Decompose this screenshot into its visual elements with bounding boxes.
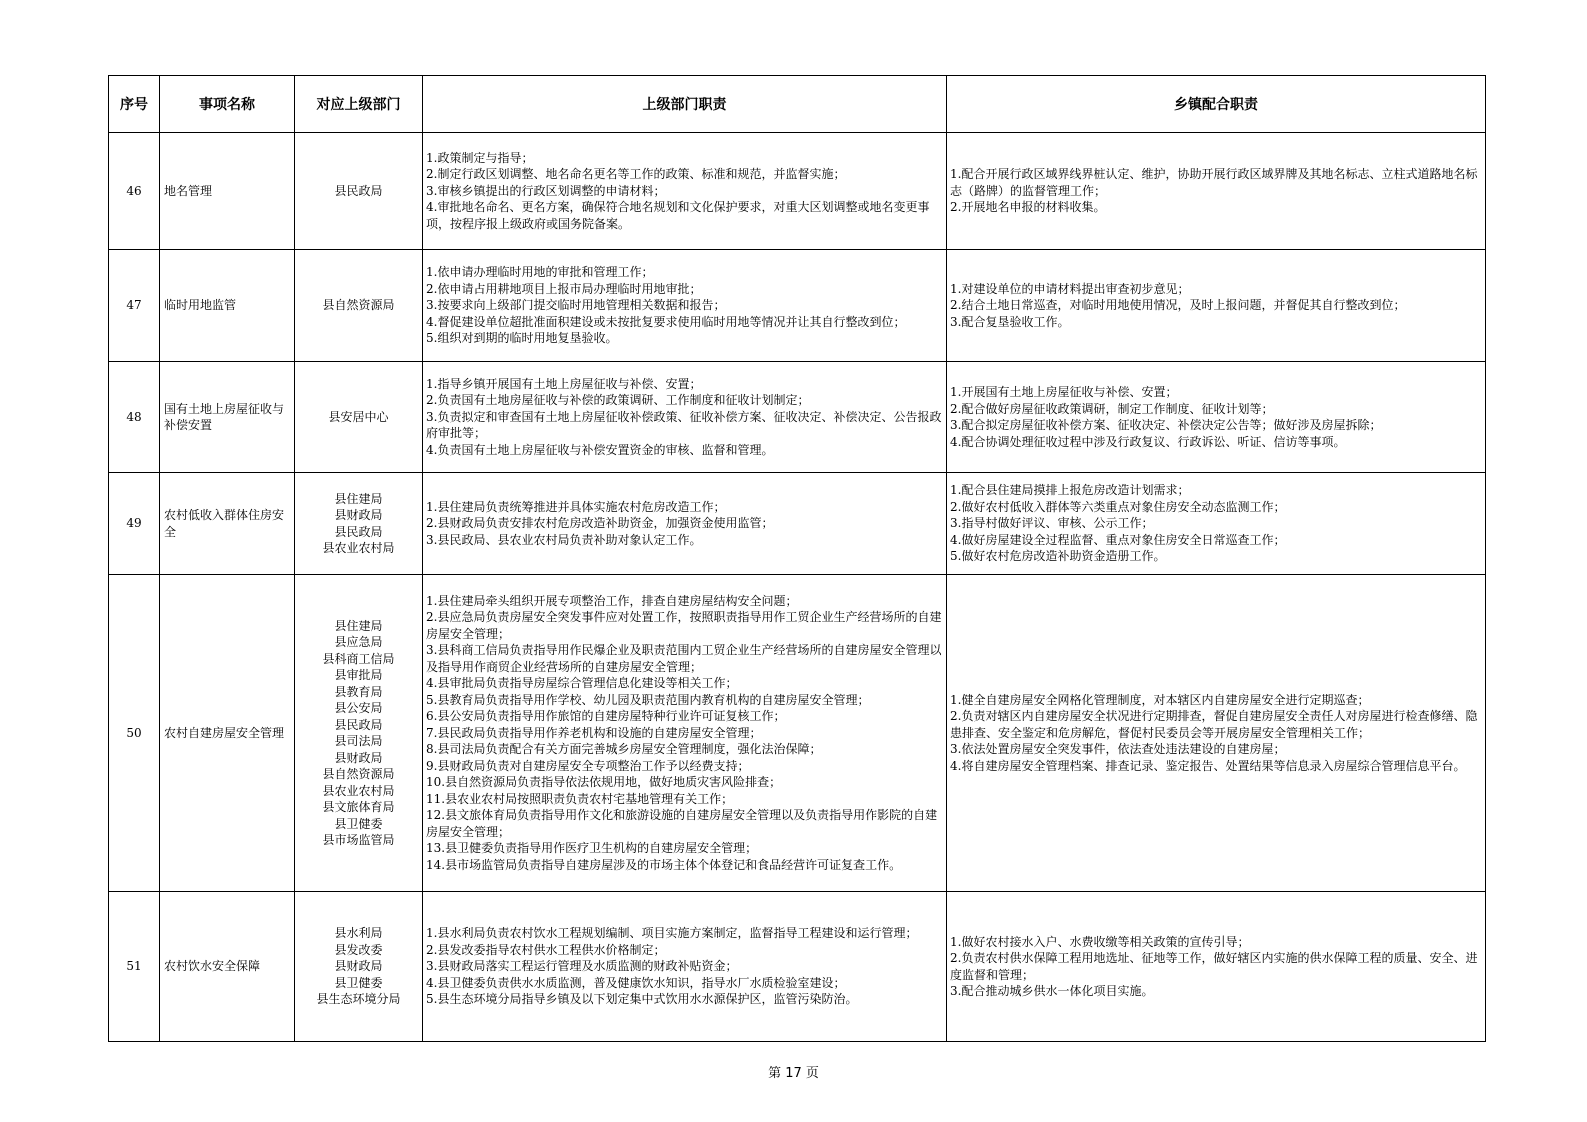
page-value: 17 xyxy=(785,1066,802,1081)
row-town-duty xyxy=(947,892,1486,1042)
dept-name: 县生态环境分局 xyxy=(316,992,401,1007)
duty-item: 4.县审批局负责指导房屋综合管理信息化建设等相关工作； xyxy=(426,676,738,691)
dept-name: 县公安局 xyxy=(334,701,383,715)
duty-item: 4.督促建设单位超批准面积建设或未按批复要求使用临时用地等情况并让其自行整改到位； xyxy=(426,314,906,329)
responsibility-table xyxy=(108,75,1486,1042)
row-item-name: 地名管理 xyxy=(160,133,295,250)
duty-item: 3.配合复垦验收工作。 xyxy=(950,314,1070,329)
table-row xyxy=(109,473,1486,575)
duty-item: 3.县民政局、县农业农村局负责补助对象认定工作。 xyxy=(426,532,702,547)
row-seq: 50 xyxy=(109,575,160,892)
row-upper-depts xyxy=(295,133,423,250)
header-upper-dept: 对应上级部门 xyxy=(295,76,423,133)
duty-item: 3.县科商工信局负责指导用作民爆企业及职责范围内工贸企业生产经营场所的自建房屋安全管理以及指导用作商贸企业经营场所的自建房屋安全管理； xyxy=(426,643,942,674)
duty-item: 11.县农业农村局按照职责负责农村宅基地管理有关工作； xyxy=(426,791,734,806)
dept-name: 县审批局 xyxy=(334,668,383,682)
dept-name: 县自然资源局 xyxy=(322,298,395,313)
dept-name: 县水利局 xyxy=(334,926,383,941)
row-item-name: 临时用地监管 xyxy=(160,250,295,362)
duty-item: 6.县公安局负责指导用作旅馆的自建房屋特种行业许可证复核工作； xyxy=(426,709,786,724)
dept-name: 县民政局 xyxy=(334,183,383,198)
duty-item: 14.县市场监管局负责指导自建房屋涉及的市场主体个体登记和食品经营许可证复查工作。 xyxy=(426,857,902,872)
dept-name: 县农业农村局 xyxy=(322,541,395,555)
duty-item: 1.健全自建房屋安全网格化管理制度，对本辖区内自建房屋安全进行定期巡查； xyxy=(950,692,1370,707)
row-upper-duty xyxy=(423,473,947,575)
dept-name: 县应急局 xyxy=(334,635,383,649)
dept-name: 县文旅体育局 xyxy=(322,800,395,814)
header-item-name: 事项名称 xyxy=(160,76,295,133)
dept-name: 县司法局 xyxy=(334,734,383,748)
duty-item: 3.配合拟定房屋征收补偿方案、征收决定、补偿决定公告等；做好涉及房屋拆除； xyxy=(950,418,1382,432)
duty-item: 2.配合做好房屋征收政策调研，制定工作制度、征收计划等； xyxy=(950,401,1274,416)
duty-item: 1.政策制定与指导； xyxy=(426,150,534,165)
duty-item: 4.审批地名命名、更名方案，确保符合地名规划和文化保护要求，对重大区划调整或地名变更事项，按程序报上级政府或国务院备案。 xyxy=(426,200,930,231)
row-seq: 46 xyxy=(109,133,160,250)
duty-item: 1.做好农村接水入户、水费收缴等相关政策的宣传引导； xyxy=(950,934,1250,949)
duty-item: 4.将自建房屋安全管理档案、排查记录、鉴定报告、处置结果等信息录入房屋综合管理信息平台。 xyxy=(950,758,1466,773)
row-item-name: 农村自建房屋安全管理 xyxy=(160,575,295,892)
duty-item: 3.依法处置房屋安全突发事件，依法查处违法建设的自建房屋； xyxy=(950,742,1286,757)
duty-item: 5.组织对到期的临时用地复垦验收。 xyxy=(426,331,618,346)
duty-item: 12.县文旅体育局负责指导用作文化和旅游设施的自建房屋安全管理以及负责指导用作影院的自建房屋安全管理； xyxy=(426,808,938,839)
dept-name: 县财政局 xyxy=(334,508,383,522)
dept-name: 县卫健委 xyxy=(334,975,383,990)
page-number xyxy=(0,1062,1587,1081)
header-row xyxy=(109,76,1486,133)
duty-item: 9.县财政局负责对自建房屋安全专项整治工作予以经费支持； xyxy=(426,758,750,773)
header-upper-duty: 上级部门职责 xyxy=(423,76,947,133)
duty-item: 13.县卫健委负责指导用作医疗卫生机构的自建房屋安全管理； xyxy=(426,841,758,856)
row-town-duty xyxy=(947,575,1486,892)
row-item-name: 农村饮水安全保障 xyxy=(160,892,295,1042)
duty-item: 5.县教育局负责指导用作学校、幼儿园及职责范围内教育机构的自建房屋安全管理； xyxy=(426,692,870,707)
duty-item: 4.县卫健委负责供水水质监测，普及健康饮水知识，指导水厂水质检验室建设； xyxy=(426,975,846,990)
duty-item: 7.县民政局负责指导用作养老机构和设施的自建房屋安全管理； xyxy=(426,725,762,740)
duty-item: 1.开展国有土地上房屋征收与补偿、安置； xyxy=(950,385,1178,399)
duty-item: 2.开展地名申报的材料收集。 xyxy=(950,200,1106,215)
duty-item: 10.县自然资源局负责指导依法依规用地，做好地质灾害风险排查； xyxy=(426,775,782,790)
dept-name: 县财政局 xyxy=(334,750,383,765)
duty-item: 3.县财政局落实工程运行管理及水质监测的财政补贴资金； xyxy=(426,959,738,974)
duty-item: 1.县水利局负责农村饮水工程规划编制、项目实施方案制定，监督指导工程建设和运行管理； xyxy=(426,926,918,941)
duty-item: 2.县应急局负责房屋安全突发事件应对处置工作，按照职责指导用作工贸企业生产经营场所的自建房屋安全管理； xyxy=(426,610,942,641)
dept-name: 县住建局 xyxy=(334,618,383,633)
row-upper-duty xyxy=(423,575,947,892)
duty-item: 2.负责国有土地房屋征收与补偿的政策调研、工作制度和征收计划制定； xyxy=(426,393,810,408)
duty-item: 1.县住建局负责统筹推进并具体实施农村危房改造工作； xyxy=(426,499,726,514)
row-seq: 47 xyxy=(109,250,160,362)
row-upper-depts xyxy=(295,362,423,473)
dept-name: 县住建局 xyxy=(334,491,383,506)
duty-item: 3.审核乡镇提出的行政区划调整的申请材料； xyxy=(426,183,666,198)
duty-item: 3.配合推动城乡供水一体化项目实施。 xyxy=(950,984,1154,998)
duty-item: 2.依申请占用耕地项目上报市局办理临时用地审批； xyxy=(426,281,702,296)
row-town-duty xyxy=(947,473,1486,575)
duty-item: 1.依申请办理临时用地的审批和管理工作； xyxy=(426,265,654,280)
dept-name: 县科商工信局 xyxy=(322,651,395,666)
row-upper-depts xyxy=(295,575,423,892)
table-row xyxy=(109,250,1486,362)
dept-name: 县发改委 xyxy=(334,942,383,957)
header-seq: 序号 xyxy=(109,76,160,133)
row-seq: 51 xyxy=(109,892,160,1042)
row-upper-duty xyxy=(423,892,947,1042)
duty-item: 3.按要求向上级部门提交临时用地管理相关数据和报告； xyxy=(426,298,726,313)
table-row xyxy=(109,575,1486,892)
row-item-name: 农村低收入群体住房安全 xyxy=(160,473,295,575)
row-item-name: 国有土地上房屋征收与补偿安置 xyxy=(160,362,295,473)
duty-item: 1.配合开展行政区域界线界桩认定、维护，协助开展行政区域界牌及其地名标志、立柱式道路地名标志（路牌）的监督管理工作； xyxy=(950,167,1478,198)
row-seq: 49 xyxy=(109,473,160,575)
duty-item: 2.负责对辖区内自建房屋安全状况进行定期排查，督促自建房屋安全责任人对房屋进行检查修缮、隐患排查、安全鉴定和危房解危，督促村民委员会等开展房屋安全管理相关工作； xyxy=(950,709,1478,740)
row-town-duty xyxy=(947,133,1486,250)
row-upper-depts xyxy=(295,250,423,362)
duty-item: 2.做好农村低收入群体等六类重点对象住房安全动态监测工作； xyxy=(950,499,1286,514)
duty-item: 1.配合县住建局摸排上报危房改造计划需求； xyxy=(950,483,1190,498)
row-upper-depts xyxy=(295,892,423,1042)
duty-item: 5.做好农村危房改造补助资金造册工作。 xyxy=(950,549,1166,564)
row-seq: 48 xyxy=(109,362,160,473)
duty-item: 2.制定行政区划调整、地名命名更名等工作的政策、标准和规范，并监督实施； xyxy=(426,167,846,182)
row-upper-duty xyxy=(423,250,947,362)
duty-item: 1.指导乡镇开展国有土地上房屋征收与补偿、安置； xyxy=(426,376,702,391)
header-town-duty: 乡镇配合职责 xyxy=(947,76,1486,133)
duty-item: 1.对建设单位的申请材料提出审查初步意见； xyxy=(950,281,1190,296)
table-row xyxy=(109,133,1486,250)
dept-name: 县民政局 xyxy=(334,524,383,539)
table-row xyxy=(109,892,1486,1042)
dept-name: 县农业农村局 xyxy=(322,783,395,798)
duty-item: 4.做好房屋建设全过程监督、重点对象住房安全日常巡查工作； xyxy=(950,532,1286,547)
duty-item: 3.负责拟定和审查国有土地上房屋征收补偿政策、征收补偿方案、征收决定、补偿决定、公告报政府审批等； xyxy=(426,409,942,441)
duty-item: 4.配合协调处理征收过程中涉及行政复议、行政诉讼、听证、信访等事项。 xyxy=(950,434,1346,449)
duty-item: 1.县住建局牵头组织开展专项整治工作，排查自建房屋结构安全问题； xyxy=(426,593,798,608)
duty-item: 2.县财政局负责安排农村危房改造补助资金，加强资金使用监管； xyxy=(426,516,774,531)
duty-item: 2.结合土地日常巡查，对临时用地使用情况，及时上报问题，并督促其自行整改到位； xyxy=(950,298,1406,313)
row-town-duty xyxy=(947,250,1486,362)
dept-name: 县教育局 xyxy=(334,684,383,699)
duty-item: 4.负责国有土地上房屋征收与补偿安置资金的审核、监督和管理。 xyxy=(426,442,774,457)
duty-item: 2.县发改委指导农村供水工程供水价格制定； xyxy=(426,942,666,957)
row-upper-duty xyxy=(423,362,947,473)
duty-item: 8.县司法局负责配合有关方面完善城乡房屋安全管理制度，强化法治保障； xyxy=(426,742,822,757)
duty-item: 2.负责农村供水保障工程用地选址、征地等工作，做好辖区内实施的供水保障工程的质量、安全、进度监督和管理； xyxy=(950,951,1478,982)
dept-name: 县卫健委 xyxy=(334,816,383,831)
dept-name: 县市场监管局 xyxy=(322,833,395,847)
table-row xyxy=(109,362,1486,473)
page-suffix: 页 xyxy=(805,1066,819,1081)
page-prefix: 第 xyxy=(768,1066,782,1081)
dept-name: 县财政局 xyxy=(334,959,383,974)
duty-item: 5.县生态环境分局指导乡镇及以下划定集中式饮用水水源保护区，监管污染防治。 xyxy=(426,992,858,1007)
dept-name: 县安居中心 xyxy=(328,409,389,424)
row-upper-depts xyxy=(295,473,423,575)
dept-name: 县民政局 xyxy=(334,717,383,732)
row-upper-duty xyxy=(423,133,947,250)
row-town-duty xyxy=(947,362,1486,473)
duty-item: 3.指导村做好评议、审核、公示工作； xyxy=(950,516,1154,531)
dept-name: 县自然资源局 xyxy=(322,767,395,781)
